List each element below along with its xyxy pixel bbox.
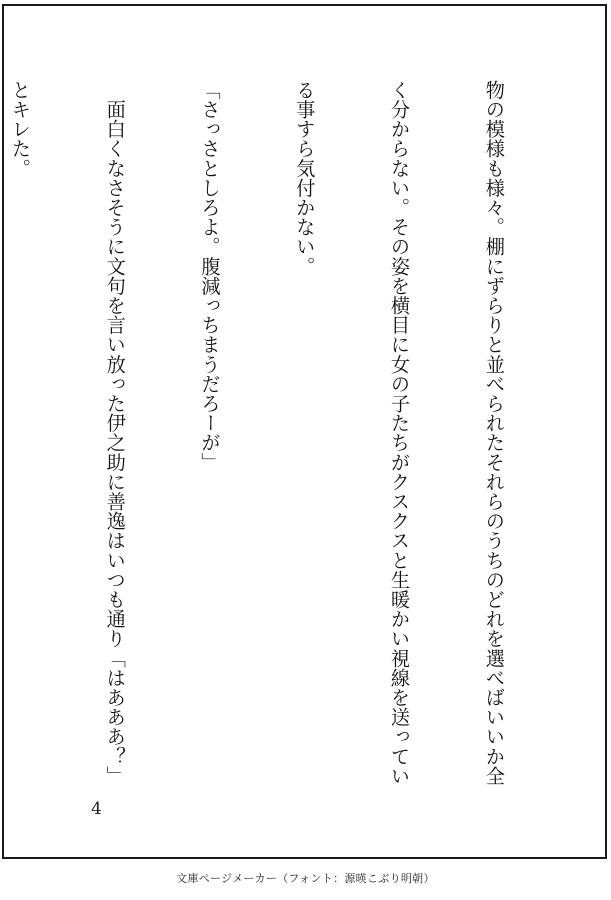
text-line: 物の模様も様々。棚にずらりと並べられたそれらのうちのどれを選べばいいか全 — [482, 80, 506, 786]
page-number: 4 — [91, 799, 102, 819]
text-line: く分からない。その姿を横目に女の子たちがクスクスと生暖かい視線を送ってい — [388, 80, 412, 786]
text-line: とキレた。 — [8, 80, 32, 178]
text-line: 面白くなさそうに文句を言い放った伊之助に善逸はいつも通り「はあああ？」 — [103, 80, 127, 786]
footer-caption: 文庫ページメーカー（フォント：源暎こぶり明朝） — [176, 872, 435, 885]
text-line: 「さっさとしろよ。腹減っちまうだろーが」 — [198, 80, 222, 472]
page-frame — [2, 4, 607, 859]
vertical-text-body — [0, 80, 573, 786]
text-line: る事すら気付かない。 — [293, 80, 317, 276]
